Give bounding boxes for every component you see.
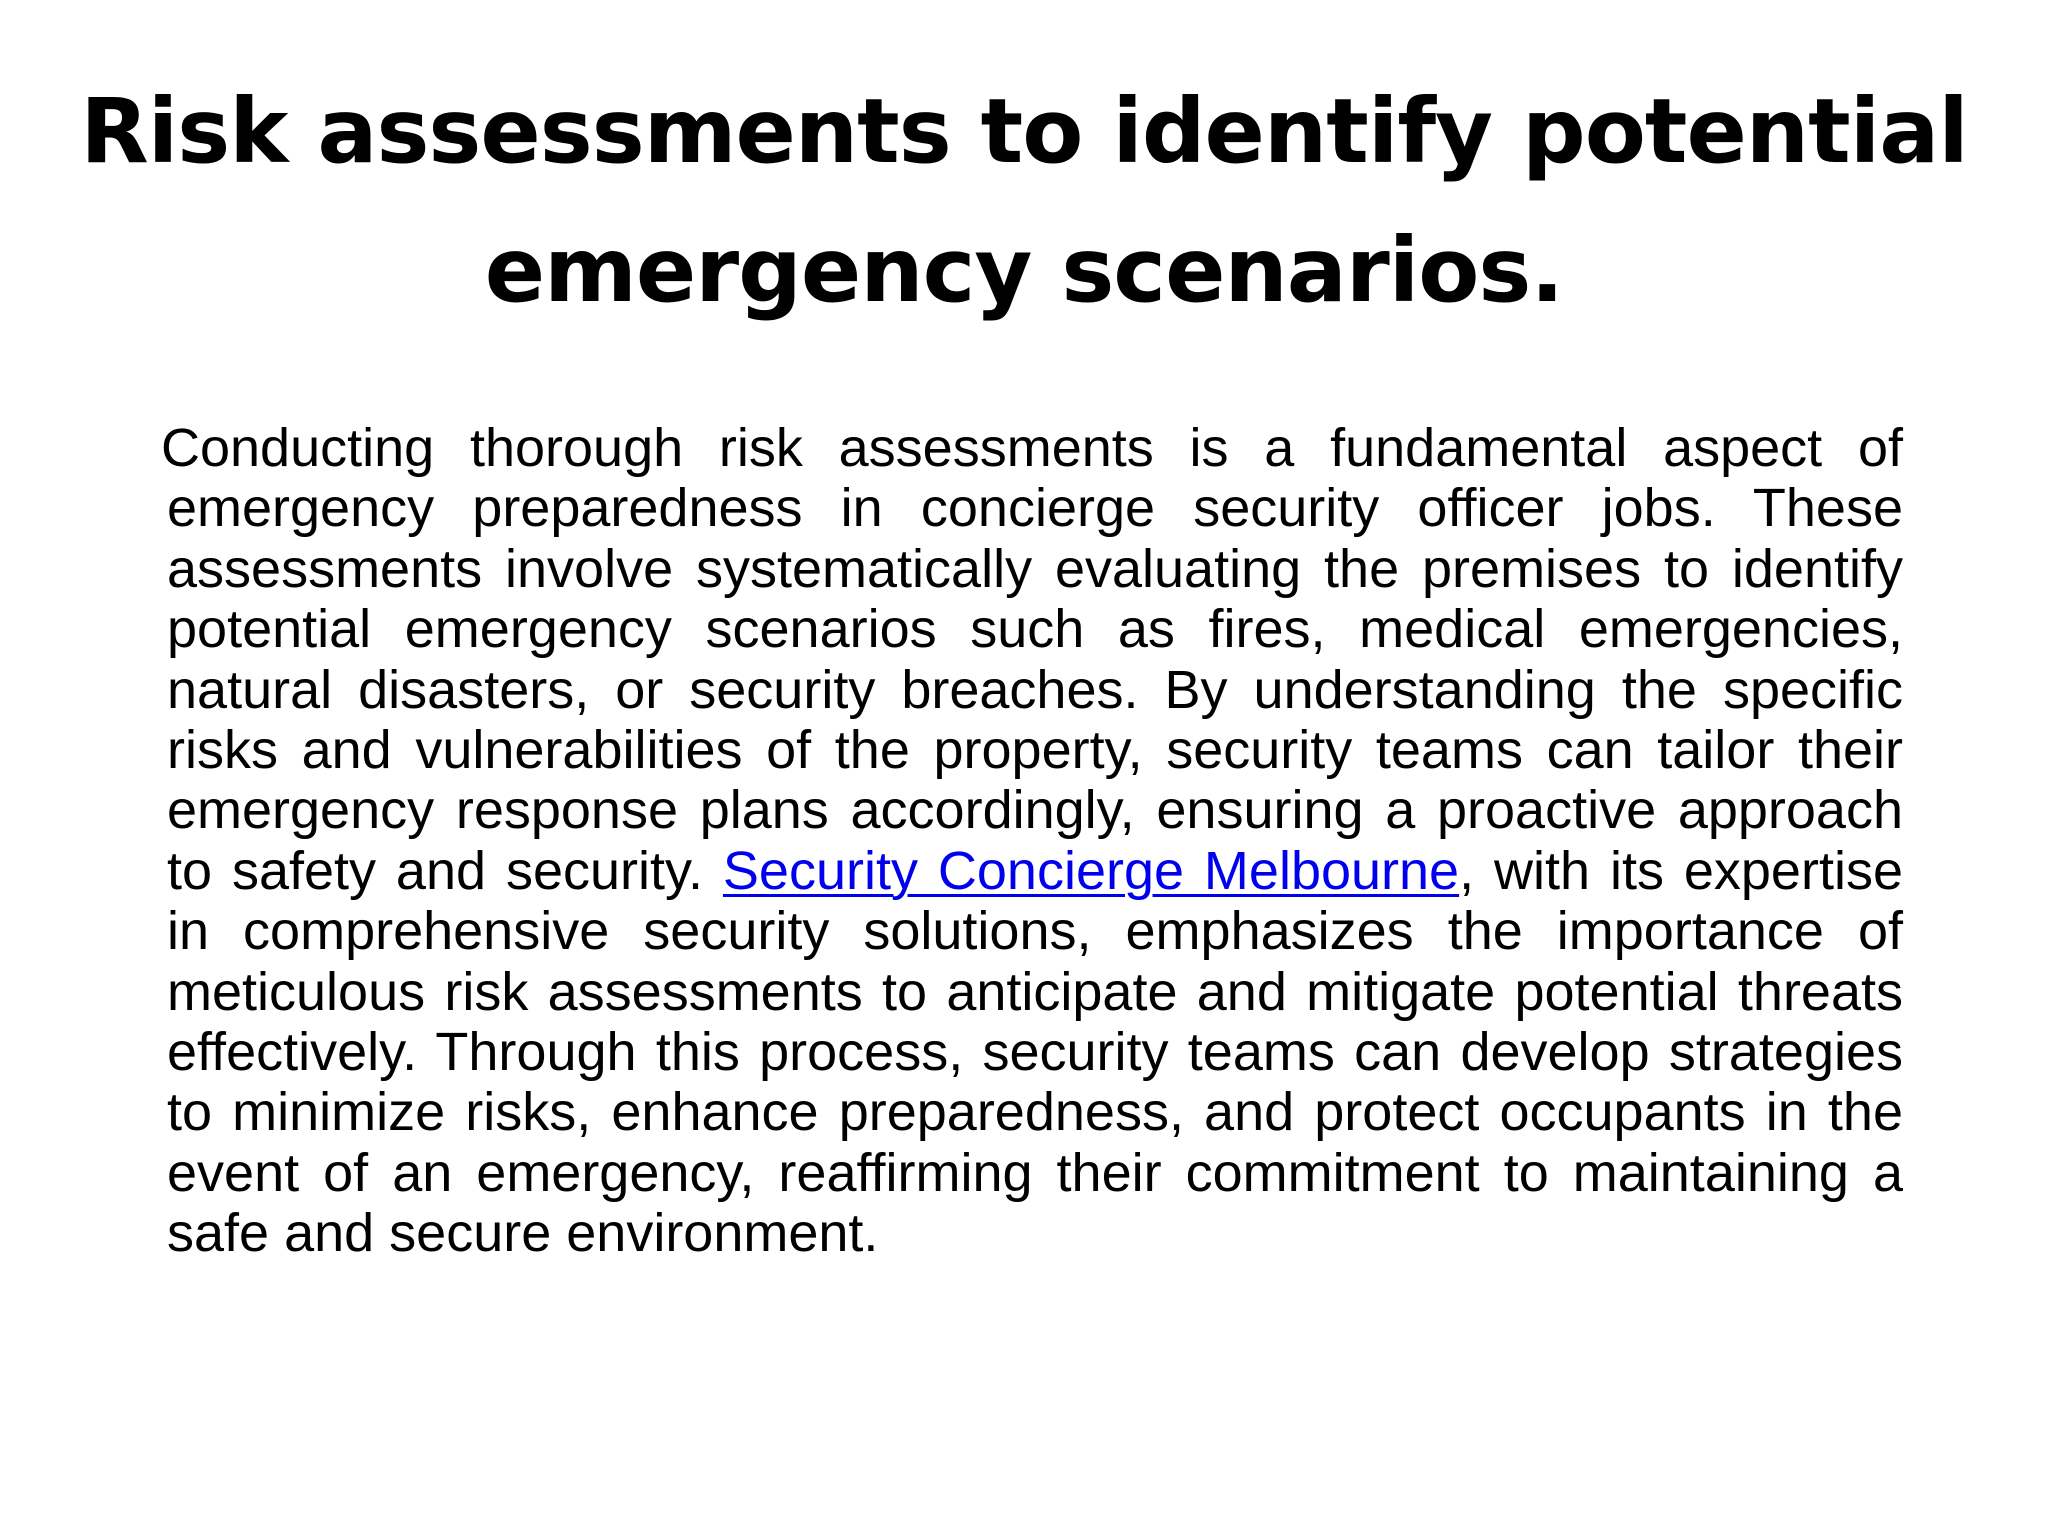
slide-title: Risk assessments to identify potential emergency scenarios. <box>80 79 1968 322</box>
body-text-after-link: , with its expertise in comprehensive security solutions, emphasizes the importance of meticulous risk assessments to anticipate and mitigate potential threats effectively. Through this process, security teams can develop strategies to minimize risks, enhance preparedness, and protect occupants in the event of an emergency, reaffirming their commitment to maintaining a safe and secure environment. <box>167 840 1903 1264</box>
security-concierge-melbourne-link[interactable]: Security Concierge Melbourne <box>722 840 1460 901</box>
body-text-before-link: Conducting thorough risk assessments is a fundamental aspect of emergency preparedness in concierge security officer jobs. These assessments involve systematically evaluating the premises to identify potential emergency scenarios such as fires, medical emergencies, natural disasters, or security breaches. By understanding the specific risks and vulnerabilities of the property, security teams can tailor their emergency response plans accordingly, ensuring a proactive approach to safety and security. <box>161 418 1903 901</box>
slide-body-paragraph <box>161 418 1903 1264</box>
